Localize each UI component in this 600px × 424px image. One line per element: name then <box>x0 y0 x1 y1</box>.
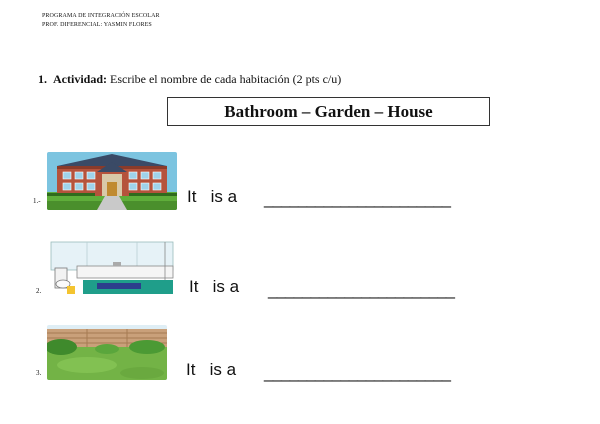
item-3-number: 3. <box>36 369 42 377</box>
activity-number: 1. <box>38 72 47 86</box>
item-3-sentence: It is a <box>186 360 237 379</box>
bathroom-picture <box>47 240 177 295</box>
activity-title: Actividad: <box>53 72 107 86</box>
school-header <box>42 12 160 30</box>
garden-picture <box>47 325 167 380</box>
teacher-name: PROF. DIFERENCIAL: YASMIN FLORES <box>42 22 152 28</box>
item-3-answer-line[interactable]: ______________________ <box>264 363 451 382</box>
item-2-sentence: It is a <box>189 277 240 296</box>
word-bank-text: Bathroom – Garden – House <box>224 101 433 121</box>
program-name: PROGRAMA DE INTEGRACIÓN ESCOLAR <box>42 13 160 19</box>
item-2-number: 2. <box>36 287 42 295</box>
house-picture <box>47 152 177 210</box>
word-bank-box <box>167 97 490 126</box>
activity-instruction: Escribe el nombre de cada habitación (2 pts c/u) <box>110 72 342 86</box>
activity-heading <box>38 72 341 87</box>
item-1-answer-line[interactable]: ______________________ <box>264 189 451 208</box>
item-2-answer-line[interactable]: ______________________ <box>268 280 455 299</box>
item-1-number: 1.- <box>33 197 41 205</box>
item-1-sentence: It is a <box>187 187 238 206</box>
